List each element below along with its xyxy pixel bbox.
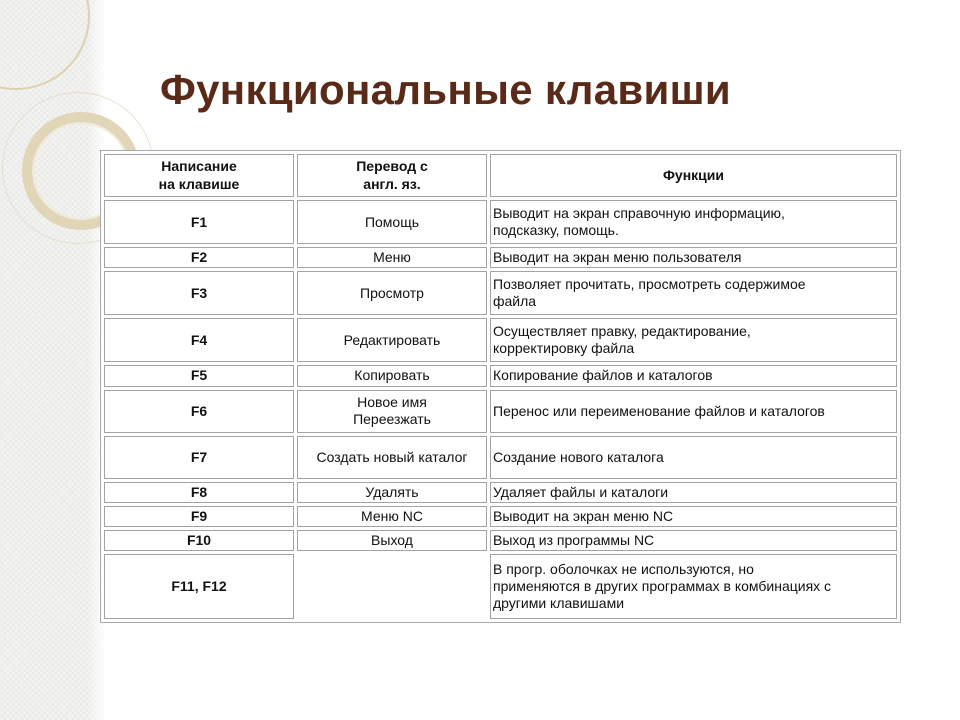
table-row-f4 xyxy=(104,318,897,362)
translation-cell xyxy=(297,271,487,315)
table-row-f11-f12 xyxy=(104,554,897,619)
key-cell: F6 xyxy=(104,390,294,433)
translation-cell xyxy=(297,530,487,551)
header-translation-line-2: англ. яз. xyxy=(363,175,421,192)
page-title: Функциональные клавиши xyxy=(160,66,732,113)
function-line: В прогр. оболочках не используются, но xyxy=(493,560,754,577)
function-line: Создание нового каталога xyxy=(493,448,664,465)
function-line: Выводит на экран меню пользователя xyxy=(493,249,742,266)
function-cell xyxy=(490,506,897,527)
table-row-f1 xyxy=(104,200,897,244)
function-line: Осуществляет правку, редактирование, xyxy=(493,323,751,340)
translation-line: Просмотр xyxy=(360,284,424,301)
key-cell: F4 xyxy=(104,318,294,362)
table-row-f10 xyxy=(104,530,897,551)
translation-cell xyxy=(297,436,487,479)
header-function: Функции xyxy=(490,154,897,197)
translation-cell xyxy=(297,200,487,244)
key-cell: F9 xyxy=(104,506,294,527)
function-cell xyxy=(490,271,897,315)
translation-cell xyxy=(297,365,487,386)
translation-line: Удалять xyxy=(365,483,419,500)
table-row-f3 xyxy=(104,271,897,315)
translation-line: Новое имя xyxy=(357,393,427,410)
translation-line: Меню xyxy=(373,249,411,266)
function-line: другими клавишами xyxy=(493,594,625,611)
header-translation-line-1: Перевод с xyxy=(356,158,428,175)
function-keys-table xyxy=(101,151,900,622)
translation-line: Выход xyxy=(371,531,413,548)
translation-line: Переезжать xyxy=(353,411,431,428)
translation-cell-empty xyxy=(297,554,487,619)
key-cell: F1 xyxy=(104,200,294,244)
translation-cell xyxy=(297,482,487,503)
function-line: Позволяет прочитать, просмотреть содержимое xyxy=(493,276,806,293)
header-translation xyxy=(297,154,487,197)
function-line: Удаляет файлы и каталоги xyxy=(493,483,669,500)
translation-cell xyxy=(297,318,487,362)
function-line: Перенос или переименование файлов и каталогов xyxy=(493,402,825,419)
table-row-f2 xyxy=(104,247,897,268)
table-row-f8 xyxy=(104,482,897,503)
key-cell: F7 xyxy=(104,436,294,479)
function-line: корректировку файла xyxy=(493,340,635,357)
function-cell xyxy=(490,554,897,619)
key-cell: F3 xyxy=(104,271,294,315)
key-cell: F2 xyxy=(104,247,294,268)
function-cell xyxy=(490,390,897,433)
table-row-f6 xyxy=(104,390,897,433)
key-cell: F5 xyxy=(104,365,294,386)
header-key-line-2: на клавише xyxy=(158,175,240,192)
function-cell xyxy=(490,482,897,503)
function-line: применяются в других программах в комбинациях с xyxy=(493,577,832,594)
key-cell: F11, F12 xyxy=(104,554,294,619)
function-cell xyxy=(490,530,897,551)
translation-cell xyxy=(297,247,487,268)
translation-line: Создать новый каталог xyxy=(316,448,468,465)
translation-cell xyxy=(297,390,487,433)
function-cell xyxy=(490,318,897,362)
function-cell xyxy=(490,436,897,479)
translation-cell xyxy=(297,506,487,527)
function-line: файла xyxy=(493,293,537,310)
key-cell: F8 xyxy=(104,482,294,503)
function-cell xyxy=(490,200,897,244)
function-cell xyxy=(490,247,897,268)
header-key xyxy=(104,154,294,197)
key-cell: F10 xyxy=(104,530,294,551)
table-row-f5 xyxy=(104,365,897,386)
function-line: Копирование файлов и каталогов xyxy=(493,367,713,384)
table-header-row xyxy=(104,154,897,197)
function-line: Выводит на экран меню NC xyxy=(493,507,674,524)
translation-line: Меню NC xyxy=(361,507,423,524)
function-line: Выход из программы NC xyxy=(493,531,655,548)
function-line: подсказку, помощь. xyxy=(493,222,619,239)
translation-line: Помощь xyxy=(364,213,420,230)
table-row-f9 xyxy=(104,506,897,527)
function-keys-table-frame xyxy=(100,150,901,623)
table-row-f7 xyxy=(104,436,897,479)
function-cell xyxy=(490,365,897,386)
header-key-line-1: Написание xyxy=(161,158,237,175)
translation-line: Копировать xyxy=(354,367,430,384)
translation-line: Редактировать xyxy=(343,331,441,348)
function-line: Выводит на экран справочную информацию, xyxy=(493,205,785,221)
